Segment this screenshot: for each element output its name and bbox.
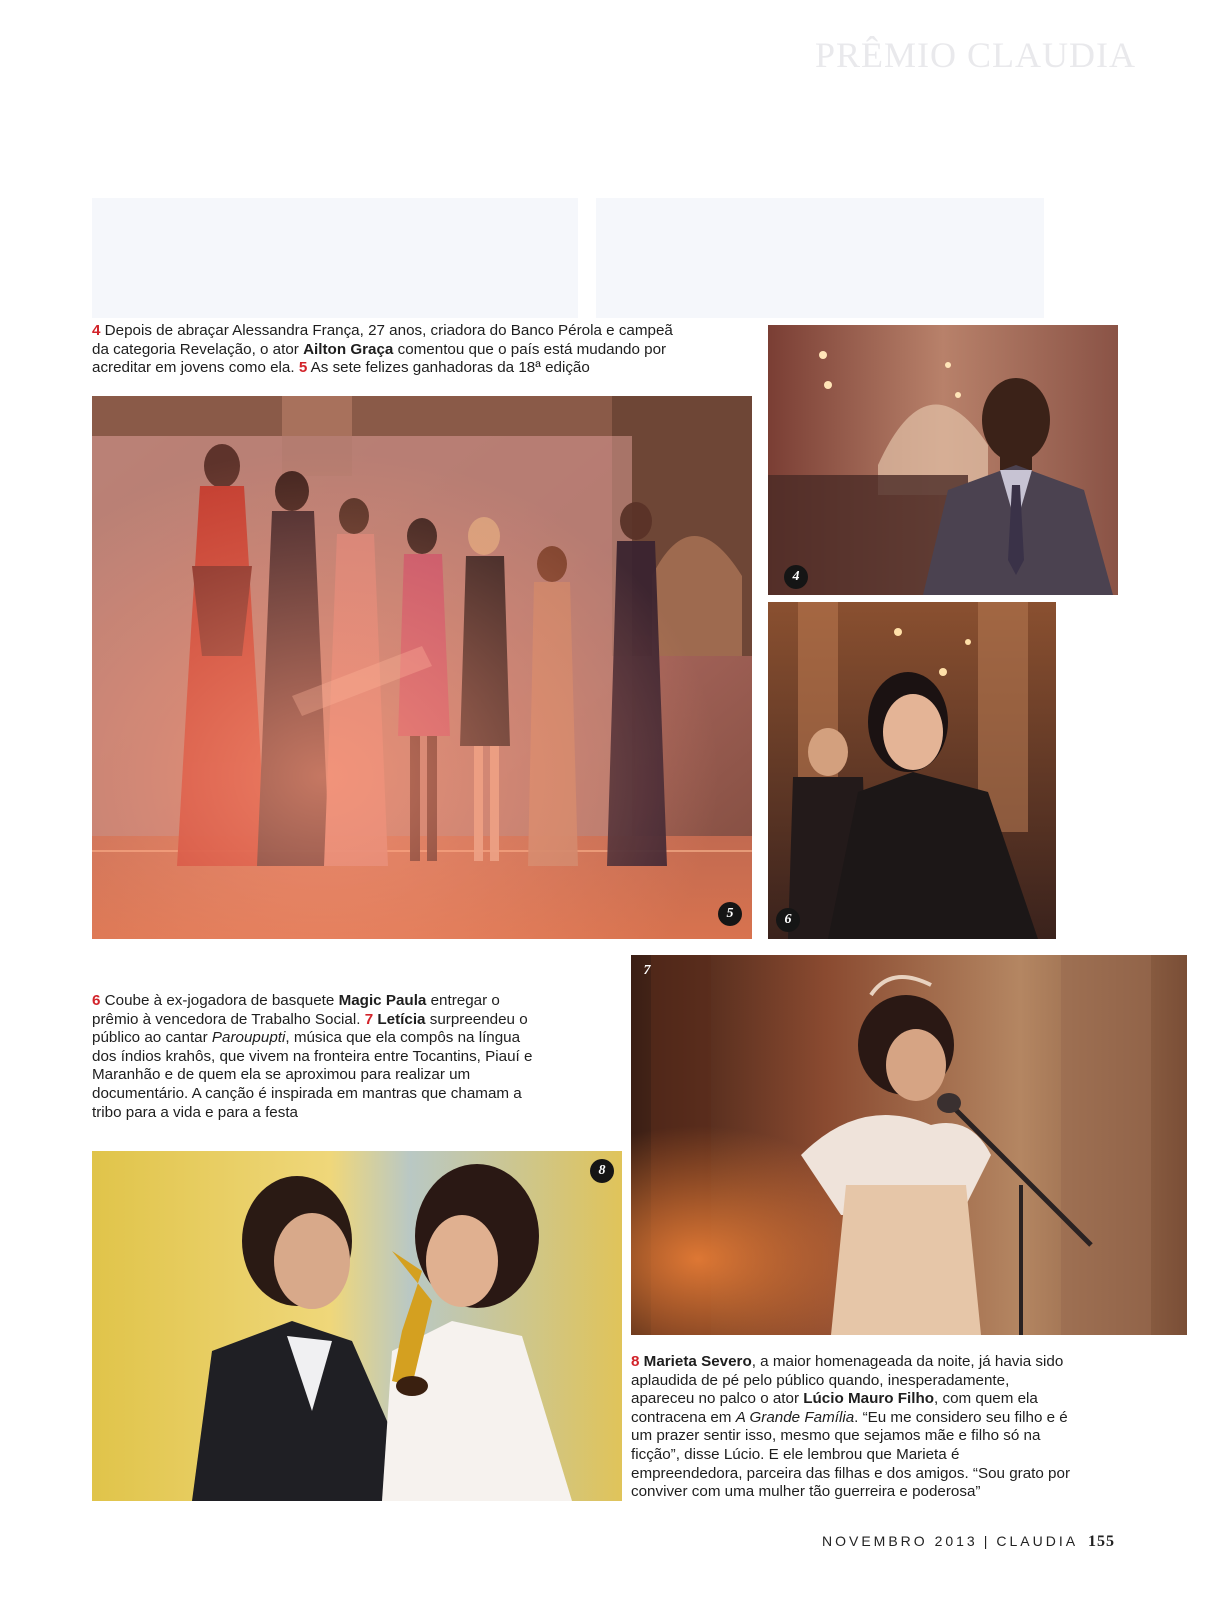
- caption-text: , com quem ela contracena em: [631, 1390, 1038, 1426]
- tv-show-title: A Grande Família: [735, 1408, 855, 1426]
- name-marieta-severo: Marieta Severo: [639, 1353, 752, 1370]
- caption-text: entregar o prêmio à vencedora de Trabalho Social.: [92, 992, 500, 1028]
- caption-number-5: 5: [298, 359, 308, 377]
- caption-text: , música que ela compôs na língua dos índios krahôs, que vivem na fronteira entre Tocantins, Piauí e Maranhão e de quem ela se aproximou para realizar um documentário. A canção é inspirada em mantras que chamam a tribo para a vida e para a festa: [92, 1029, 533, 1121]
- caption-text: surpreendeu o público ao cantar: [92, 1010, 528, 1047]
- background-panel-right: [596, 198, 1044, 318]
- photo-number-badge-6: 6: [776, 908, 800, 932]
- photo-award-winners: [92, 396, 752, 939]
- caption-text: , a maior homenageada da noite, já havia sido aplaudida de pé pelo público quando, inesperadamente, apareceu no palco o ator: [631, 1353, 1064, 1408]
- photo-marieta-lucio: [92, 1151, 622, 1501]
- caption-number-8: 8: [631, 1353, 640, 1370]
- photo-magic-paula: [768, 602, 1056, 939]
- ailton-illustration: [768, 325, 1118, 595]
- caption-photo-8: [631, 1353, 1071, 1502]
- caption-text: Depois de abraçar Alessandra França, 27 anos, criadora do Banco Pérola e campeã da categoria Revelação, o ator: [92, 322, 673, 358]
- caption-text: . “Eu me considero seu filho e é um prazer sentir isso, mesmo que sejamos mãe e filho só na ficção”, disse Lúcio. E ele lembrou que Marieta é empreendedora, parceira das filhas e dos amigos. “Sou grato por conviver com uma mulher tão guerreira e poderosa”: [631, 1408, 1070, 1501]
- magic-paula-illustration: [768, 602, 1056, 939]
- caption-number-6: 6: [92, 992, 101, 1009]
- caption-photos-6-7: [92, 992, 547, 1122]
- name-ailton-graca: Ailton Graça: [303, 340, 394, 358]
- name-lucio-mauro-filho: Lúcio Mauro Filho: [803, 1390, 935, 1408]
- page-footer: [822, 1533, 1115, 1551]
- leticia-illustration: [631, 955, 1187, 1335]
- page-number: 155: [1088, 1533, 1116, 1550]
- caption-number-7: 7: [364, 1010, 374, 1028]
- marieta-lucio-illustration: [92, 1151, 622, 1501]
- photo-number-badge-8: 8: [590, 1159, 614, 1183]
- background-panel-left: [92, 198, 578, 318]
- photo-leticia-singing: [631, 955, 1187, 1335]
- photo-number-badge-4: 4: [784, 565, 808, 589]
- name-magic-paula: Magic Paula: [338, 992, 427, 1009]
- ghost-section-heading: PRÊMIO CLAUDIA: [815, 35, 1137, 75]
- caption-text: Coube à ex-jogadora de basquete: [100, 992, 339, 1009]
- photo-number-badge-7: 7: [643, 963, 651, 978]
- song-title: Paroupupti: [211, 1029, 286, 1047]
- name-leticia: Letícia: [373, 1010, 426, 1028]
- caption-text: comentou que o país está mudando por acreditar em jovens como ela.: [92, 340, 667, 377]
- caption-photos-4-5: [92, 322, 692, 378]
- issue-date: NOVEMBRO 2013: [822, 1533, 978, 1549]
- photo-ailton-graca: [768, 325, 1118, 595]
- footer-separator: |: [983, 1533, 991, 1549]
- caption-text: As sete felizes ganhadoras da 18ª edição: [307, 359, 590, 377]
- photo-number-badge-5: 5: [718, 902, 742, 926]
- magazine-name: CLAUDIA: [996, 1533, 1079, 1549]
- caption-number-4: 4: [92, 322, 101, 339]
- winners-illustration: [92, 396, 752, 939]
